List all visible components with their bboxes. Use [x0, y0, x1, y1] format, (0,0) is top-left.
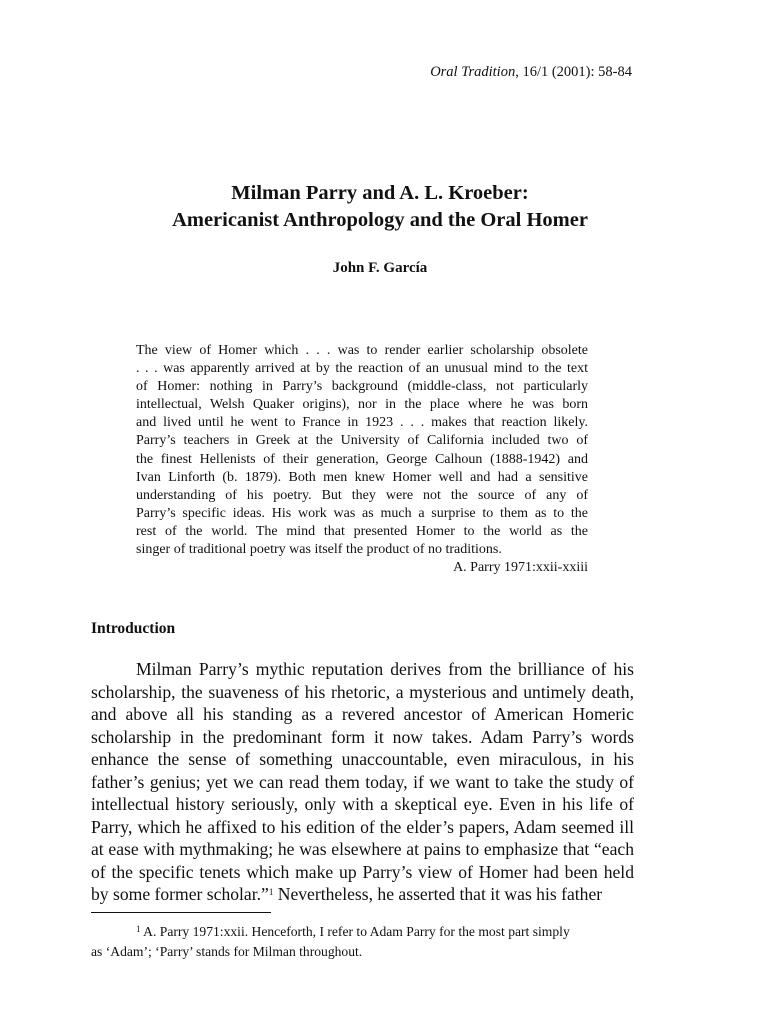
footnote-divider: [91, 912, 271, 913]
journal-citation: [430, 64, 632, 81]
epigraph-line: Parry’s specific ideas. His work was as much a surprise to them as to the: [136, 505, 588, 521]
epigraph-line: Ivan Linforth (b. 1879). Both men knew Homer well and had a sensitive: [136, 469, 588, 485]
title-line-1: Milman Parry and A. L. Kroeber:: [231, 182, 529, 204]
paragraph-line: scholarship, the suaveness of his rhetoric, a mysterious and untimely death,: [91, 681, 634, 702]
paragraph-line: [91, 883, 634, 906]
footnote-reference[interactable]: 1: [268, 887, 274, 897]
paragraph-line: of the specific tenets which make up Parry’s view of Homer had been held: [91, 861, 634, 882]
epigraph: [136, 342, 588, 577]
paragraph-line: at ease with mythmaking; he was elsewhere at pains to emphasize that “each: [91, 839, 634, 859]
journal-name: Oral Tradition: [430, 64, 516, 80]
epigraph-line: Parry’s teachers in Greek at the University of California included two of: [136, 433, 588, 449]
paragraph-line: and above all his standing as a revered ancestor of American Homeric: [91, 704, 634, 724]
paragraph-line: Parry, which he affixed to his edition of the elder’s papers, Adam seemed ill: [91, 816, 634, 837]
article-title: [80, 180, 680, 234]
epigraph-attribution: A. Parry 1971:xxii-xxiii: [453, 560, 588, 576]
section-heading: Introduction: [91, 620, 176, 637]
footnote-line: as ‘Adam’; ‘Parry’ stands for Milman throughout.: [91, 943, 363, 959]
epigraph-line: of Homer: nothing in Parry’s background (middle-class, not particularly: [136, 379, 588, 395]
paragraph-line: father’s genius; yet we can read them today, if we want to take the study of: [91, 771, 634, 792]
epigraph-line: singer of traditional poetry was itself the product of no traditions.: [136, 542, 502, 558]
epigraph-line: intellectual, Welsh Quaker origins), nor in the place where he was born: [136, 397, 588, 413]
citation-details: , 16/1 (2001): 58-84: [515, 64, 632, 80]
footnote-text: A. Parry 1971:xxii. Henceforth, I refer to Adam Parry for the most part simply: [140, 924, 570, 939]
paragraph-line: scholarship in the predominant form it now takes. Adam Parry’s words: [91, 726, 634, 747]
paragraph-line: Milman Parry’s mythic reputation derives from the brilliance of his: [136, 659, 634, 679]
footnote: [91, 922, 621, 961]
paragraph-text: Nevertheless, he asserted that it was his father: [273, 884, 603, 904]
footnote-line: [91, 922, 621, 942]
author-name: John F. García: [332, 260, 428, 276]
paragraph-line: enhance the sense of something unaccountable, even miraculous, in his: [91, 749, 634, 769]
body-paragraph: [91, 658, 634, 906]
epigraph-line: and lived until he went to France in 1923 . . . makes that reaction likely.: [136, 415, 588, 431]
epigraph-line: rest of the world. The mind that presented Homer to the world as the: [136, 523, 588, 539]
title-line-2: Americanist Anthropology and the Oral Homer: [172, 209, 588, 231]
footnote-number: 1: [136, 924, 141, 934]
epigraph-line: . . . was apparently arrived at by the reaction of an unusual mind to the text: [136, 361, 588, 377]
epigraph-line: the finest Hellenists of their generation, George Calhoun (1888-1942) and: [136, 451, 588, 467]
epigraph-line: understanding of his poetry. But they were not the source of any of: [136, 487, 588, 503]
paragraph-line: intellectual history seriously, only with a skeptical eye. Even in his life of: [91, 794, 634, 814]
epigraph-line: The view of Homer which . . . was to render earlier scholarship obsolete: [136, 343, 588, 358]
paragraph-text: by some former scholar.”: [91, 884, 269, 904]
